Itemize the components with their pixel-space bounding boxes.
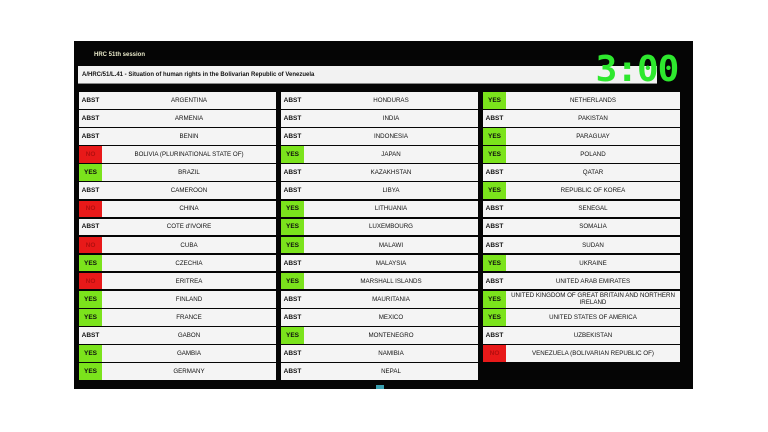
country-name: UNITED ARAB EMIRATES (555, 277, 631, 285)
vote-row (483, 128, 680, 145)
scroll-indicator[interactable] (376, 385, 384, 389)
vote-row (281, 201, 478, 218)
country-name: CHINA (179, 205, 199, 213)
vote-row (281, 237, 478, 254)
vote-row (281, 273, 478, 290)
countdown-timer: 3:00 (595, 48, 679, 90)
country-name: PAKISTAN (578, 114, 608, 122)
vote-row (79, 255, 276, 272)
vote-badge-abst: ABST (483, 219, 506, 236)
country-name: LUXEMBOURG (368, 223, 413, 231)
resolution-title: A/HRC/51/L.41 - Situation of human rights in the Bolivarian Republic of Venezuela (82, 71, 315, 78)
vote-row (281, 92, 478, 109)
vote-badge-abst: ABST (79, 182, 102, 199)
vote-row (483, 110, 680, 127)
country-name: FRANCE (176, 313, 202, 321)
vote-badge-yes: YES (79, 291, 102, 308)
vote-row (483, 92, 680, 109)
vote-row (483, 327, 680, 344)
country-name: VENEZUELA (BOLIVARIAN REPUBLIC OF) (532, 350, 654, 358)
vote-row (281, 182, 478, 199)
vote-badge-abst: ABST (281, 92, 304, 109)
vote-row (79, 201, 276, 218)
country-name: NETHERLANDS (569, 96, 617, 104)
vote-badge-abst: ABST (79, 92, 102, 109)
country-name: INDONESIA (373, 132, 409, 140)
vote-badge-abst: ABST (281, 164, 304, 181)
country-name: CAMEROON (170, 187, 208, 195)
country-name: KAZAKHSTAN (370, 169, 412, 177)
country-name: QATAR (582, 169, 604, 177)
vote-badge-abst: ABST (483, 110, 506, 127)
vote-row (281, 128, 478, 145)
vote-badge-abst: ABST (281, 182, 304, 199)
country-name: CZECHIA (175, 259, 203, 267)
vote-row (79, 237, 276, 254)
vote-badge-abst: ABST (483, 201, 506, 218)
vote-badge-no: NO (79, 237, 102, 254)
country-name: MEXICO (378, 313, 404, 321)
country-name: UZBEKISTAN (573, 331, 613, 339)
vote-badge-yes: YES (483, 291, 506, 308)
vote-row (483, 164, 680, 181)
vote-badge-yes: YES (281, 201, 304, 218)
country-name: GABON (177, 331, 201, 339)
vote-row (483, 237, 680, 254)
vote-row (79, 146, 276, 163)
vote-badge-abst: ABST (79, 128, 102, 145)
country-name: MONTENEGRO (368, 331, 414, 339)
country-name: REPUBLIC OF KOREA (560, 187, 626, 195)
country-name: FINLAND (175, 295, 203, 303)
vote-column-1 (79, 92, 276, 382)
vote-row (281, 255, 478, 272)
country-name: GERMANY (173, 368, 205, 376)
vote-badge-yes: YES (483, 128, 506, 145)
vote-badge-yes: YES (483, 92, 506, 109)
vote-badge-abst: ABST (281, 128, 304, 145)
country-name: NAMIBIA (378, 350, 404, 358)
vote-badge-yes: YES (281, 237, 304, 254)
country-name: BOLIVIA (PLURINATIONAL STATE OF) (134, 151, 244, 159)
country-name: UNITED KINGDOM OF GREAT BRITAIN AND NORTHERN IRELAND (511, 292, 675, 307)
vote-badge-yes: YES (79, 309, 102, 326)
vote-row (79, 363, 276, 380)
country-name: BENIN (179, 132, 199, 140)
vote-badge-abst: ABST (281, 255, 304, 272)
vote-badge-abst: ABST (79, 110, 102, 127)
vote-row (483, 201, 680, 218)
vote-badge-yes: YES (79, 363, 102, 380)
vote-badge-abst: ABST (281, 363, 304, 380)
vote-row (483, 255, 680, 272)
country-name: COTE d'IVOIRE (166, 223, 212, 231)
country-name: POLAND (580, 151, 606, 159)
country-name: CUBA (180, 241, 198, 249)
country-name: MALAYSIA (375, 259, 407, 267)
vote-badge-abst: ABST (281, 309, 304, 326)
vote-row (79, 327, 276, 344)
vote-badge-abst: ABST (79, 219, 102, 236)
vote-row (281, 327, 478, 344)
vote-badge-yes: YES (79, 255, 102, 272)
vote-row (483, 309, 680, 326)
country-name: SUDAN (582, 241, 604, 249)
voting-board (74, 41, 693, 389)
vote-row (79, 273, 276, 290)
vote-row (483, 219, 680, 236)
country-name: PARAGUAY (576, 132, 610, 140)
vote-row (483, 273, 680, 290)
vote-badge-yes: YES (79, 164, 102, 181)
vote-row (281, 291, 478, 308)
vote-row (281, 219, 478, 236)
vote-row (483, 291, 680, 308)
vote-row (281, 363, 478, 380)
country-name: JAPAN (381, 151, 401, 159)
vote-badge-yes: YES (281, 273, 304, 290)
vote-badge-no: NO (483, 345, 506, 362)
country-name: NEPAL (381, 368, 401, 376)
vote-badge-abst: ABST (281, 345, 304, 362)
vote-row (79, 219, 276, 236)
vote-badge-yes: YES (483, 255, 506, 272)
vote-column-2 (281, 92, 478, 382)
country-name: INDIA (382, 114, 400, 122)
country-name: MARSHALL ISLANDS (360, 277, 422, 285)
vote-badge-yes: YES (483, 309, 506, 326)
vote-badge-no: NO (79, 273, 102, 290)
vote-row (483, 182, 680, 199)
country-name: HONDURAS (373, 96, 409, 104)
vote-badge-yes: YES (483, 182, 506, 199)
session-label: HRC 51th session (94, 52, 146, 58)
vote-row (79, 110, 276, 127)
vote-badge-abst: ABST (281, 291, 304, 308)
vote-badge-abst: ABST (281, 110, 304, 127)
vote-row (79, 182, 276, 199)
vote-row (79, 309, 276, 326)
vote-row (281, 110, 478, 127)
country-name: ERITREA (175, 277, 203, 285)
vote-badge-abst: ABST (483, 237, 506, 254)
vote-row (281, 164, 478, 181)
vote-row (79, 128, 276, 145)
vote-row (281, 146, 478, 163)
vote-badge-no: NO (79, 201, 102, 218)
vote-row (483, 146, 680, 163)
resolution-bar (78, 66, 657, 84)
country-name: LITHUANIA (374, 205, 408, 213)
country-name: GAMBIA (176, 350, 202, 358)
country-name: ARGENTINA (170, 96, 208, 104)
country-name: BRAZIL (178, 169, 200, 177)
country-name: LIBYA (382, 187, 400, 195)
vote-badge-abst: ABST (483, 164, 506, 181)
country-name: ARMENIA (174, 114, 204, 122)
country-name: UKRAINE (579, 259, 607, 267)
vote-badge-yes: YES (79, 345, 102, 362)
vote-badge-no: NO (79, 146, 102, 163)
vote-row (79, 92, 276, 109)
vote-badge-yes: YES (281, 327, 304, 344)
country-name: UNITED STATES OF AMERICA (549, 313, 637, 321)
vote-column-3 (483, 92, 680, 363)
vote-badge-abst: ABST (483, 327, 506, 344)
vote-badge-yes: YES (281, 146, 304, 163)
country-name: MAURITANIA (372, 295, 410, 303)
vote-row (79, 291, 276, 308)
vote-badge-yes: YES (281, 219, 304, 236)
vote-row (483, 345, 680, 362)
vote-row (79, 164, 276, 181)
vote-row (79, 345, 276, 362)
vote-badge-yes: YES (483, 146, 506, 163)
country-name: SOMALIA (579, 223, 607, 231)
vote-row (281, 345, 478, 362)
vote-badge-abst: ABST (483, 273, 506, 290)
vote-badge-abst: ABST (79, 327, 102, 344)
vote-row (281, 309, 478, 326)
country-name: SENEGAL (578, 205, 608, 213)
country-name: MALAWI (378, 241, 404, 249)
